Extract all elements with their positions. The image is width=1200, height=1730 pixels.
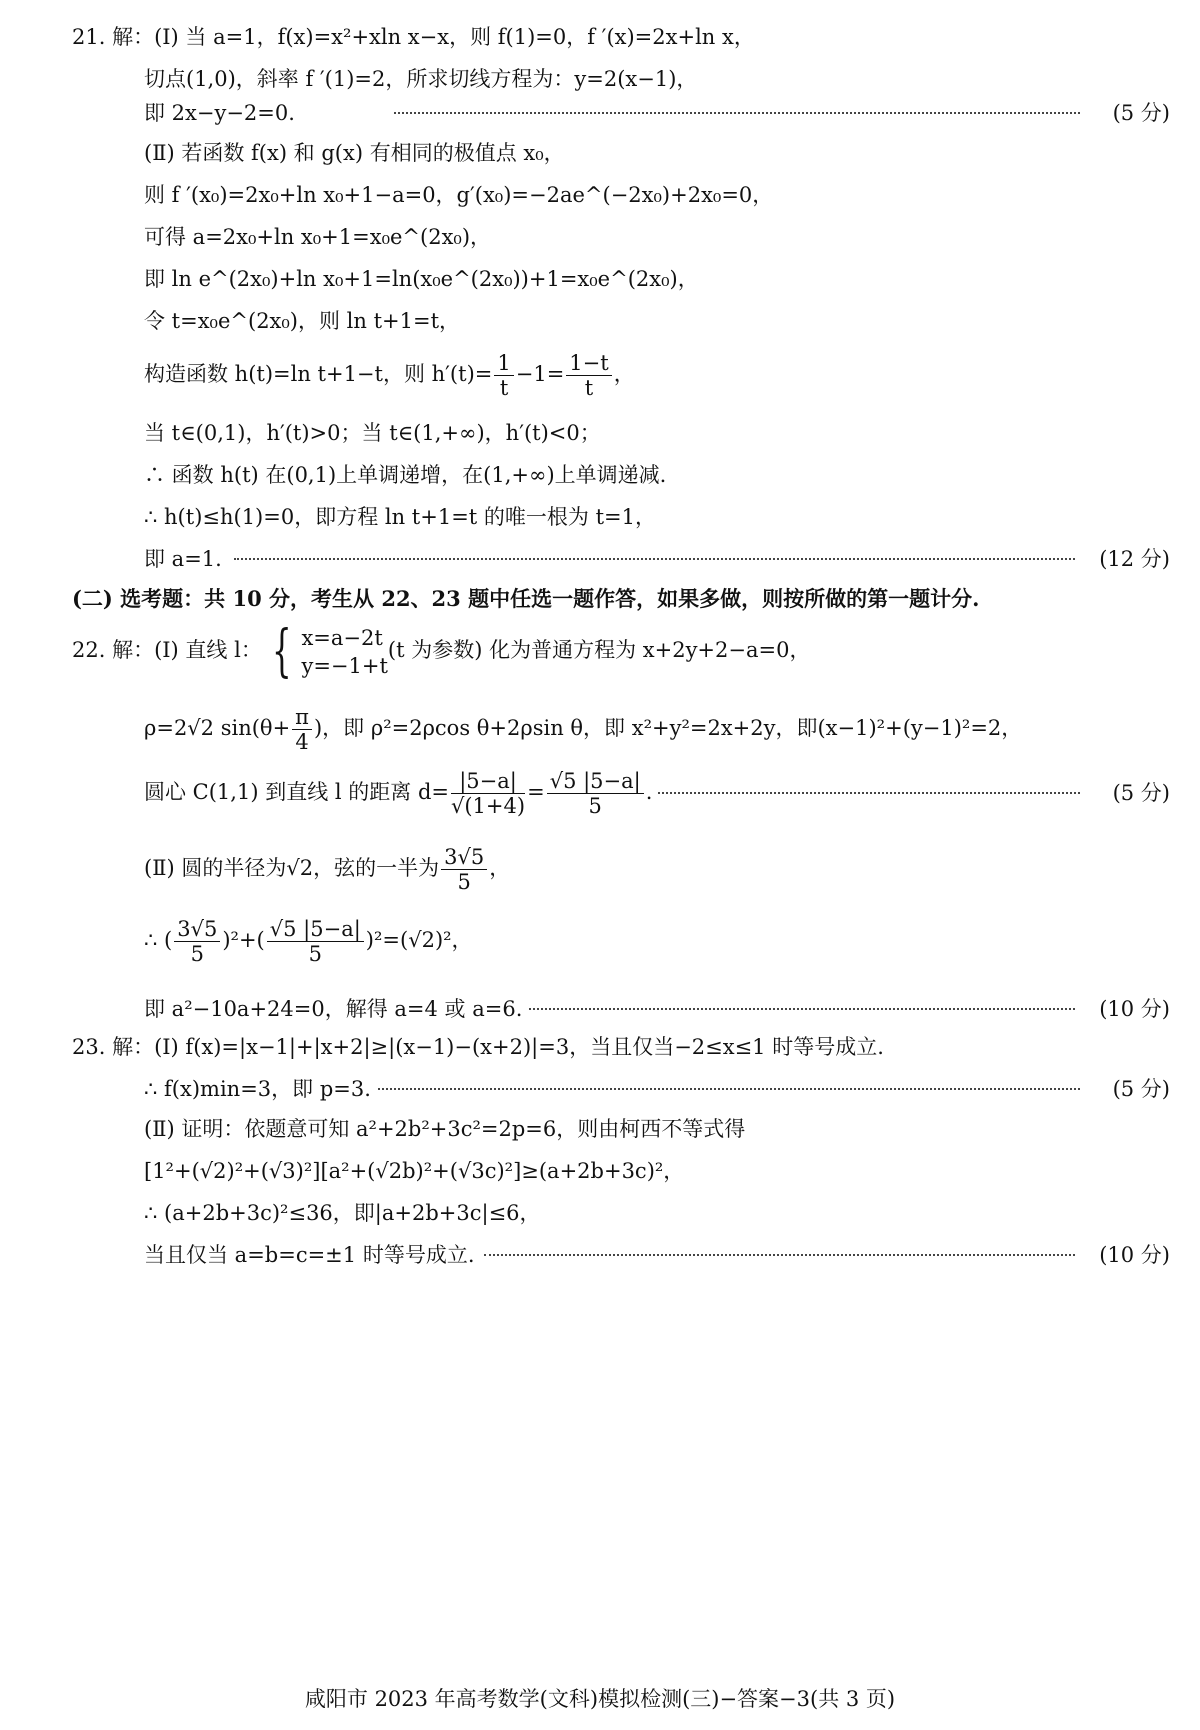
q22-line-4-b: ， bbox=[489, 856, 511, 880]
q21-line-6: 可得 a=2x₀+ln x₀+1=x₀e^(2x₀)， bbox=[144, 225, 492, 249]
fraction bbox=[174, 917, 220, 966]
q22-line-3 bbox=[144, 769, 658, 818]
fraction bbox=[267, 917, 364, 966]
q22-score-1: (5 分) bbox=[1107, 778, 1170, 808]
numerator: 3√5 bbox=[441, 845, 487, 870]
q21-line-2: 切点(1,0)，斜率 f ′(1)=2，所求切线方程为：y=2(x−1)， bbox=[144, 67, 698, 91]
q21-line-9-b: −1= bbox=[515, 362, 565, 386]
q23-line-5: ∴ (a+2b+3c)²≤36，即|a+2b+3c|≤6， bbox=[144, 1201, 541, 1225]
system-eq-1: x=a−2t bbox=[301, 625, 383, 650]
q22-line-3-c: . bbox=[645, 780, 653, 804]
q21-line-9 bbox=[144, 348, 635, 400]
q22-line-2-b: )，即 ρ²=2ρcos θ+2ρsin θ，即 x²+y²=2x+2y，即(x−1)²+(y−1)²=2， bbox=[313, 716, 1023, 740]
leader-dots bbox=[514, 1008, 1075, 1010]
q22-line-5-a: ∴ ( bbox=[144, 928, 173, 952]
q21-line-4: (Ⅱ) 若函数 f(x) 和 g(x) 有相同的极值点 x₀， bbox=[144, 141, 565, 165]
parametric-system bbox=[301, 624, 387, 680]
q23-line-6: 当且仅当 a=b=c=±1 时等号成立. bbox=[144, 1243, 481, 1267]
numerator: π bbox=[292, 705, 312, 730]
q23-line-4: [1²+(√2)²+(√3)²][a²+(√2b)²+(√3c)²]≥(a+2b+3c)²， bbox=[144, 1159, 685, 1183]
numerator: 3√5 bbox=[174, 917, 220, 942]
q21-line-5: 则 f ′(x₀)=2x₀+ln x₀+1−a=0，g′(x₀)=−2ae^(−2x₀)+2x₀=0， bbox=[144, 183, 774, 207]
brace: { bbox=[271, 618, 292, 684]
q22-line-4-a: (Ⅱ) 圆的半径为√2，弦的一半为 bbox=[144, 856, 440, 880]
q22-line-1 bbox=[72, 618, 810, 682]
q21-score-1: (5 分) bbox=[1107, 98, 1170, 128]
q23-score-1: (5 分) bbox=[1107, 1074, 1170, 1104]
fraction bbox=[292, 705, 312, 754]
denominator: 5 bbox=[308, 942, 322, 966]
system-eq-2: y=−1+t bbox=[301, 653, 388, 678]
q21-line-8: 令 t=x₀e^(2x₀)，则 ln t+1=t， bbox=[144, 309, 461, 333]
q21-line-9-c: ， bbox=[613, 362, 635, 386]
q23-line-2: ∴ f(x)min=3，即 p=3. bbox=[144, 1077, 377, 1101]
q22-line-5 bbox=[144, 914, 473, 966]
leader-dots bbox=[234, 558, 1075, 560]
q23-line-1: 23. 解：(Ⅰ) f(x)=|x−1|+|x+2|≥|(x−1)−(x+2)|=3，当且仅当−2≤x≤1 时等号成立. bbox=[72, 1035, 884, 1059]
leader-dots bbox=[614, 792, 1080, 794]
q21-line-3: 即 2x−y−2=0. bbox=[144, 101, 301, 125]
q21-line-13-row bbox=[144, 544, 1170, 574]
fraction bbox=[441, 845, 487, 894]
denominator: √(1+4) bbox=[450, 794, 526, 818]
leader-dots bbox=[394, 112, 1080, 114]
numerator: √5 |5−a| bbox=[267, 917, 364, 942]
q21-line-13: 即 a=1. bbox=[144, 547, 228, 571]
denominator: t bbox=[584, 376, 594, 400]
q21-line-11: ∴ 函数 h(t) 在(0,1)上单调递增，在(1,+∞)上单调递减. bbox=[144, 463, 667, 487]
numerator: √5 |5−a| bbox=[547, 769, 644, 794]
q21-line-3-row bbox=[144, 98, 1170, 128]
fraction bbox=[451, 769, 525, 818]
q22-line-1-a: 22. 解：(Ⅰ) 直线 l： bbox=[72, 638, 262, 662]
denominator: 5 bbox=[190, 942, 204, 966]
numerator: 1−t bbox=[566, 351, 611, 376]
q23-line-6-row bbox=[144, 1240, 1170, 1270]
q21-line-10: 当 t∈(0,1)，h′(t)>0；当 t∈(1,+∞)，h′(t)<0； bbox=[144, 421, 601, 445]
fraction bbox=[494, 351, 513, 400]
q22-score-2: (10 分) bbox=[1093, 994, 1170, 1024]
fraction bbox=[547, 769, 644, 818]
leader-dots bbox=[374, 1088, 1080, 1090]
q21-line-1: 21. 解：(Ⅰ) 当 a=1，f(x)=x²+xln x−x，则 f(1)=0，f ′(x)=2x+ln x， bbox=[72, 25, 755, 49]
fraction bbox=[566, 351, 611, 400]
denominator: 5 bbox=[457, 870, 471, 894]
q22-line-6-row bbox=[144, 994, 1170, 1024]
denominator: t bbox=[499, 376, 509, 400]
q21-line-12: ∴ h(t)≤h(1)=0，即方程 ln t+1=t 的唯一根为 t=1， bbox=[144, 505, 656, 529]
q22-line-3-a: 圆心 C(1,1) 到直线 l 的距离 d= bbox=[144, 780, 449, 804]
q22-line-5-b: )²+( bbox=[222, 928, 265, 952]
q21-line-9-a: 构造函数 h(t)=ln t+1−t，则 h′(t)= bbox=[144, 362, 493, 386]
numerator: 1 bbox=[494, 351, 513, 376]
q23-line-2-row bbox=[144, 1074, 1170, 1104]
q23-line-3: (Ⅱ) 证明：依题意可知 a²+2b²+3c²=2p=6，则由柯西不等式得 bbox=[144, 1117, 746, 1141]
q22-line-2-a: ρ=2√2 sin(θ+ bbox=[144, 716, 291, 740]
q22-line-2 bbox=[144, 702, 1022, 754]
q22-line-1-b: (t 为参数) 化为普通方程为 x+2y+2−a=0， bbox=[387, 638, 811, 662]
q22-line-3-row bbox=[144, 766, 1170, 822]
section-heading: (二) 选考题：共 10 分，考生从 22、23 题中任选一题作答，如果多做，则按所做的第一题计分. bbox=[72, 586, 980, 611]
q22-line-6: 即 a²−10a+24=0，解得 a=4 或 a=6. bbox=[144, 997, 528, 1021]
q23-score-2: (10 分) bbox=[1093, 1240, 1170, 1270]
numerator: |5−a| bbox=[451, 769, 525, 794]
q21-score-2: (12 分) bbox=[1093, 544, 1170, 574]
q22-line-4 bbox=[144, 842, 510, 894]
q22-line-3-b: = bbox=[527, 780, 545, 804]
denominator: 5 bbox=[588, 794, 602, 818]
denominator: 4 bbox=[295, 730, 309, 754]
q22-line-5-c: )²=(√2)²， bbox=[365, 928, 473, 952]
leader-dots bbox=[484, 1254, 1075, 1256]
page-footer: 咸阳市 2023 年高考数学(文科)模拟检测(三)−答案−3(共 3 页) bbox=[304, 1687, 896, 1711]
q21-line-7: 即 ln e^(2x₀)+ln x₀+1=ln(x₀e^(2x₀))+1=x₀e^(2x₀)， bbox=[144, 267, 699, 291]
